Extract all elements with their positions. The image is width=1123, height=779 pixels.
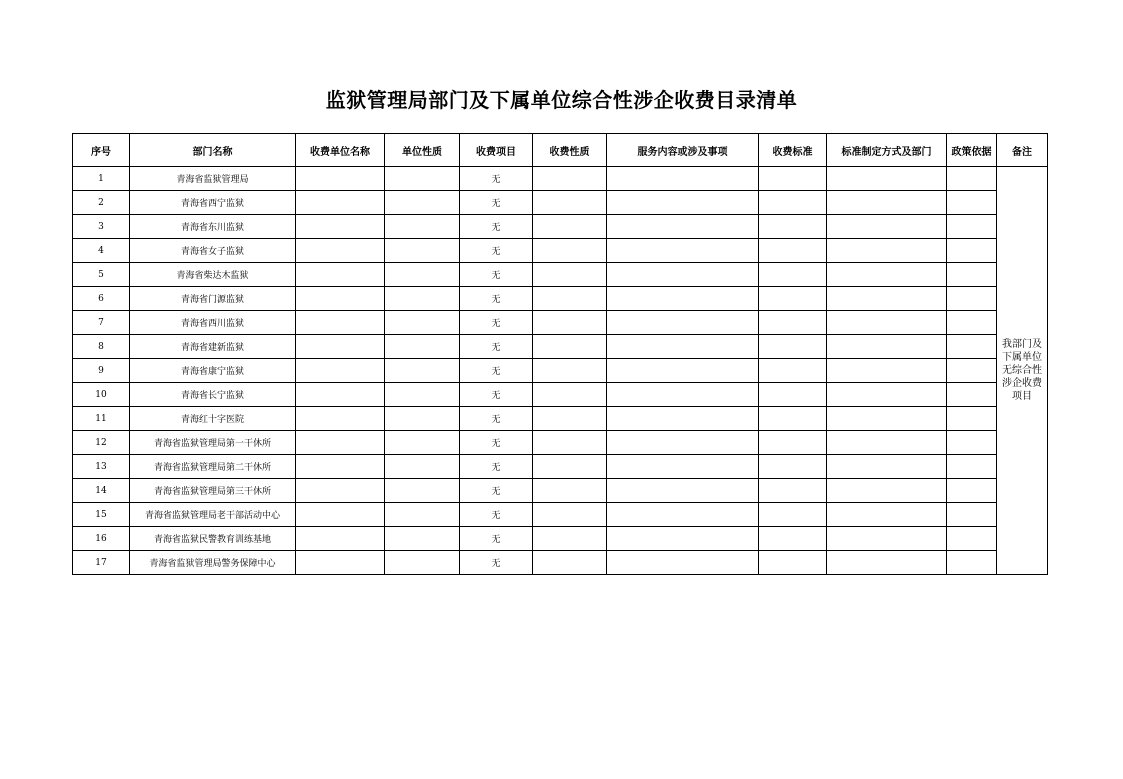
row-service-cell — [607, 263, 759, 287]
row-fee-unit-cell — [296, 191, 385, 215]
column-header-fee-item: 收费项目 — [460, 134, 533, 167]
row-standard-method-cell — [827, 479, 947, 503]
table-row — [73, 383, 1048, 407]
column-header-policy-basis: 政策依据 — [947, 134, 997, 167]
row-no-cell: 11 — [73, 407, 130, 431]
row-fee-item-cell: 无 — [460, 359, 533, 383]
row-fee-item-cell: 无 — [460, 455, 533, 479]
row-fee-standard-cell — [759, 479, 827, 503]
row-fee-unit-cell — [296, 335, 385, 359]
row-fee-unit-cell — [296, 287, 385, 311]
row-unit-nature-cell — [385, 503, 460, 527]
column-header-unit-nature: 单位性质 — [385, 134, 460, 167]
row-standard-method-cell — [827, 455, 947, 479]
row-standard-method-cell — [827, 215, 947, 239]
row-dept-cell: 青海省监狱管理局第三干休所 — [130, 479, 296, 503]
row-fee-unit-cell — [296, 311, 385, 335]
row-no-cell: 8 — [73, 335, 130, 359]
table-row — [73, 287, 1048, 311]
row-fee-standard-cell — [759, 215, 827, 239]
row-policy-basis-cell — [947, 263, 997, 287]
row-dept-cell: 青海省监狱民警教育训练基地 — [130, 527, 296, 551]
row-policy-basis-cell — [947, 527, 997, 551]
row-no-cell: 16 — [73, 527, 130, 551]
column-header-fee-nature: 收费性质 — [533, 134, 607, 167]
row-fee-item-cell: 无 — [460, 551, 533, 575]
table-row — [73, 527, 1048, 551]
row-service-cell — [607, 383, 759, 407]
row-fee-item-cell: 无 — [460, 239, 533, 263]
table-row — [73, 167, 1048, 191]
row-fee-standard-cell — [759, 551, 827, 575]
row-service-cell — [607, 479, 759, 503]
row-fee-unit-cell — [296, 263, 385, 287]
row-dept-cell: 青海省西川监狱 — [130, 311, 296, 335]
row-unit-nature-cell — [385, 383, 460, 407]
row-standard-method-cell — [827, 311, 947, 335]
column-header-remark: 备注 — [997, 134, 1048, 167]
row-policy-basis-cell — [947, 215, 997, 239]
table-row — [73, 431, 1048, 455]
row-dept-cell: 青海省建新监狱 — [130, 335, 296, 359]
row-fee-nature-cell — [533, 335, 607, 359]
row-no-cell: 13 — [73, 455, 130, 479]
row-no-cell: 12 — [73, 431, 130, 455]
row-fee-item-cell: 无 — [460, 383, 533, 407]
row-fee-standard-cell — [759, 239, 827, 263]
row-fee-unit-cell — [296, 359, 385, 383]
row-fee-item-cell: 无 — [460, 167, 533, 191]
row-fee-item-cell: 无 — [460, 263, 533, 287]
row-policy-basis-cell — [947, 359, 997, 383]
row-fee-item-cell: 无 — [460, 479, 533, 503]
row-service-cell — [607, 455, 759, 479]
row-fee-unit-cell — [296, 527, 385, 551]
table-row — [73, 503, 1048, 527]
row-standard-method-cell — [827, 239, 947, 263]
row-unit-nature-cell — [385, 167, 460, 191]
row-unit-nature-cell — [385, 551, 460, 575]
table-row — [73, 311, 1048, 335]
row-unit-nature-cell — [385, 191, 460, 215]
row-service-cell — [607, 215, 759, 239]
table-row — [73, 551, 1048, 575]
row-policy-basis-cell — [947, 335, 997, 359]
row-fee-standard-cell — [759, 455, 827, 479]
row-fee-item-cell: 无 — [460, 287, 533, 311]
row-unit-nature-cell — [385, 527, 460, 551]
row-fee-standard-cell — [759, 503, 827, 527]
row-dept-cell: 青海省东川监狱 — [130, 215, 296, 239]
row-standard-method-cell — [827, 335, 947, 359]
row-unit-nature-cell — [385, 215, 460, 239]
row-unit-nature-cell — [385, 431, 460, 455]
row-policy-basis-cell — [947, 287, 997, 311]
column-header-fee-standard: 收费标准 — [759, 134, 827, 167]
row-policy-basis-cell — [947, 455, 997, 479]
row-standard-method-cell — [827, 359, 947, 383]
row-policy-basis-cell — [947, 311, 997, 335]
row-standard-method-cell — [827, 287, 947, 311]
row-service-cell — [607, 527, 759, 551]
row-policy-basis-cell — [947, 407, 997, 431]
row-dept-cell: 青海省监狱管理局第一干休所 — [130, 431, 296, 455]
table-row — [73, 191, 1048, 215]
table-row — [73, 479, 1048, 503]
row-fee-nature-cell — [533, 191, 607, 215]
row-fee-nature-cell — [533, 503, 607, 527]
row-dept-cell: 青海省康宁监狱 — [130, 359, 296, 383]
row-fee-unit-cell — [296, 551, 385, 575]
row-fee-standard-cell — [759, 287, 827, 311]
row-standard-method-cell — [827, 503, 947, 527]
row-service-cell — [607, 335, 759, 359]
row-no-cell: 5 — [73, 263, 130, 287]
row-fee-nature-cell — [533, 407, 607, 431]
row-fee-unit-cell — [296, 215, 385, 239]
row-unit-nature-cell — [385, 455, 460, 479]
row-dept-cell: 青海省监狱管理局老干部活动中心 — [130, 503, 296, 527]
row-fee-item-cell: 无 — [460, 527, 533, 551]
row-fee-unit-cell — [296, 383, 385, 407]
row-dept-cell: 青海省女子监狱 — [130, 239, 296, 263]
row-dept-cell: 青海红十字医院 — [130, 407, 296, 431]
row-standard-method-cell — [827, 263, 947, 287]
row-unit-nature-cell — [385, 287, 460, 311]
row-dept-cell: 青海省柴达木监狱 — [130, 263, 296, 287]
row-no-cell: 9 — [73, 359, 130, 383]
row-fee-item-cell: 无 — [460, 503, 533, 527]
row-policy-basis-cell — [947, 431, 997, 455]
row-service-cell — [607, 431, 759, 455]
row-service-cell — [607, 311, 759, 335]
row-standard-method-cell — [827, 407, 947, 431]
row-fee-item-cell: 无 — [460, 407, 533, 431]
row-unit-nature-cell — [385, 239, 460, 263]
row-unit-nature-cell — [385, 479, 460, 503]
row-fee-nature-cell — [533, 239, 607, 263]
row-fee-nature-cell — [533, 311, 607, 335]
row-no-cell: 6 — [73, 287, 130, 311]
row-standard-method-cell — [827, 431, 947, 455]
table-row — [73, 359, 1048, 383]
row-standard-method-cell — [827, 383, 947, 407]
row-fee-nature-cell — [533, 527, 607, 551]
row-fee-unit-cell — [296, 455, 385, 479]
row-no-cell: 7 — [73, 311, 130, 335]
row-standard-method-cell — [827, 167, 947, 191]
row-fee-unit-cell — [296, 431, 385, 455]
row-service-cell — [607, 503, 759, 527]
row-service-cell — [607, 191, 759, 215]
row-dept-cell: 青海省监狱管理局第二干休所 — [130, 455, 296, 479]
row-fee-nature-cell — [533, 455, 607, 479]
row-no-cell: 4 — [73, 239, 130, 263]
row-fee-item-cell: 无 — [460, 311, 533, 335]
row-no-cell: 15 — [73, 503, 130, 527]
row-fee-standard-cell — [759, 335, 827, 359]
table-row — [73, 215, 1048, 239]
row-service-cell — [607, 407, 759, 431]
row-unit-nature-cell — [385, 263, 460, 287]
table-header-row — [73, 134, 1048, 167]
row-unit-nature-cell — [385, 311, 460, 335]
row-standard-method-cell — [827, 527, 947, 551]
row-service-cell — [607, 167, 759, 191]
row-no-cell: 1 — [73, 167, 130, 191]
row-service-cell — [607, 239, 759, 263]
row-policy-basis-cell — [947, 479, 997, 503]
row-no-cell: 17 — [73, 551, 130, 575]
row-fee-nature-cell — [533, 167, 607, 191]
row-fee-item-cell: 无 — [460, 191, 533, 215]
row-policy-basis-cell — [947, 191, 997, 215]
row-standard-method-cell — [827, 191, 947, 215]
row-policy-basis-cell — [947, 383, 997, 407]
row-fee-nature-cell — [533, 263, 607, 287]
row-service-cell — [607, 359, 759, 383]
row-fee-standard-cell — [759, 407, 827, 431]
row-fee-standard-cell — [759, 167, 827, 191]
row-policy-basis-cell — [947, 239, 997, 263]
row-fee-unit-cell — [296, 239, 385, 263]
row-fee-standard-cell — [759, 263, 827, 287]
row-no-cell: 3 — [73, 215, 130, 239]
row-fee-nature-cell — [533, 431, 607, 455]
table-row — [73, 239, 1048, 263]
row-no-cell: 14 — [73, 479, 130, 503]
row-dept-cell: 青海省监狱管理局警务保障中心 — [130, 551, 296, 575]
row-fee-standard-cell — [759, 311, 827, 335]
row-fee-standard-cell — [759, 431, 827, 455]
row-fee-nature-cell — [533, 215, 607, 239]
row-fee-standard-cell — [759, 383, 827, 407]
row-policy-basis-cell — [947, 503, 997, 527]
table-row — [73, 455, 1048, 479]
row-fee-nature-cell — [533, 551, 607, 575]
table-row — [73, 335, 1048, 359]
fee-catalog-table — [72, 133, 1048, 575]
row-dept-cell: 青海省门源监狱 — [130, 287, 296, 311]
row-fee-standard-cell — [759, 359, 827, 383]
row-unit-nature-cell — [385, 359, 460, 383]
row-fee-unit-cell — [296, 167, 385, 191]
column-header-dept: 部门名称 — [130, 134, 296, 167]
column-header-fee-unit: 收费单位名称 — [296, 134, 385, 167]
row-policy-basis-cell — [947, 551, 997, 575]
row-fee-nature-cell — [533, 479, 607, 503]
row-fee-standard-cell — [759, 527, 827, 551]
row-fee-nature-cell — [533, 359, 607, 383]
row-dept-cell: 青海省长宁监狱 — [130, 383, 296, 407]
table-row — [73, 263, 1048, 287]
row-fee-item-cell: 无 — [460, 431, 533, 455]
row-dept-cell: 青海省西宁监狱 — [130, 191, 296, 215]
column-header-service: 服务内容或涉及事项 — [607, 134, 759, 167]
table-body — [73, 167, 1048, 575]
column-header-standard-method: 标准制定方式及部门 — [827, 134, 947, 167]
row-fee-nature-cell — [533, 383, 607, 407]
row-fee-nature-cell — [533, 287, 607, 311]
row-fee-unit-cell — [296, 479, 385, 503]
row-standard-method-cell — [827, 551, 947, 575]
row-unit-nature-cell — [385, 335, 460, 359]
column-header-no: 序号 — [73, 134, 130, 167]
row-fee-item-cell: 无 — [460, 335, 533, 359]
row-no-cell: 2 — [73, 191, 130, 215]
row-service-cell — [607, 551, 759, 575]
document-title: 监狱管理局部门及下属单位综合性涉企收费目录清单 — [325, 88, 798, 112]
remark-cell: 我部门及下属单位无综合性涉企收费项目 — [997, 167, 1048, 575]
row-unit-nature-cell — [385, 407, 460, 431]
row-policy-basis-cell — [947, 167, 997, 191]
row-fee-standard-cell — [759, 191, 827, 215]
table-row — [73, 407, 1048, 431]
row-no-cell: 10 — [73, 383, 130, 407]
row-service-cell — [607, 287, 759, 311]
row-dept-cell: 青海省监狱管理局 — [130, 167, 296, 191]
row-fee-unit-cell — [296, 503, 385, 527]
row-fee-unit-cell — [296, 407, 385, 431]
row-fee-item-cell: 无 — [460, 215, 533, 239]
